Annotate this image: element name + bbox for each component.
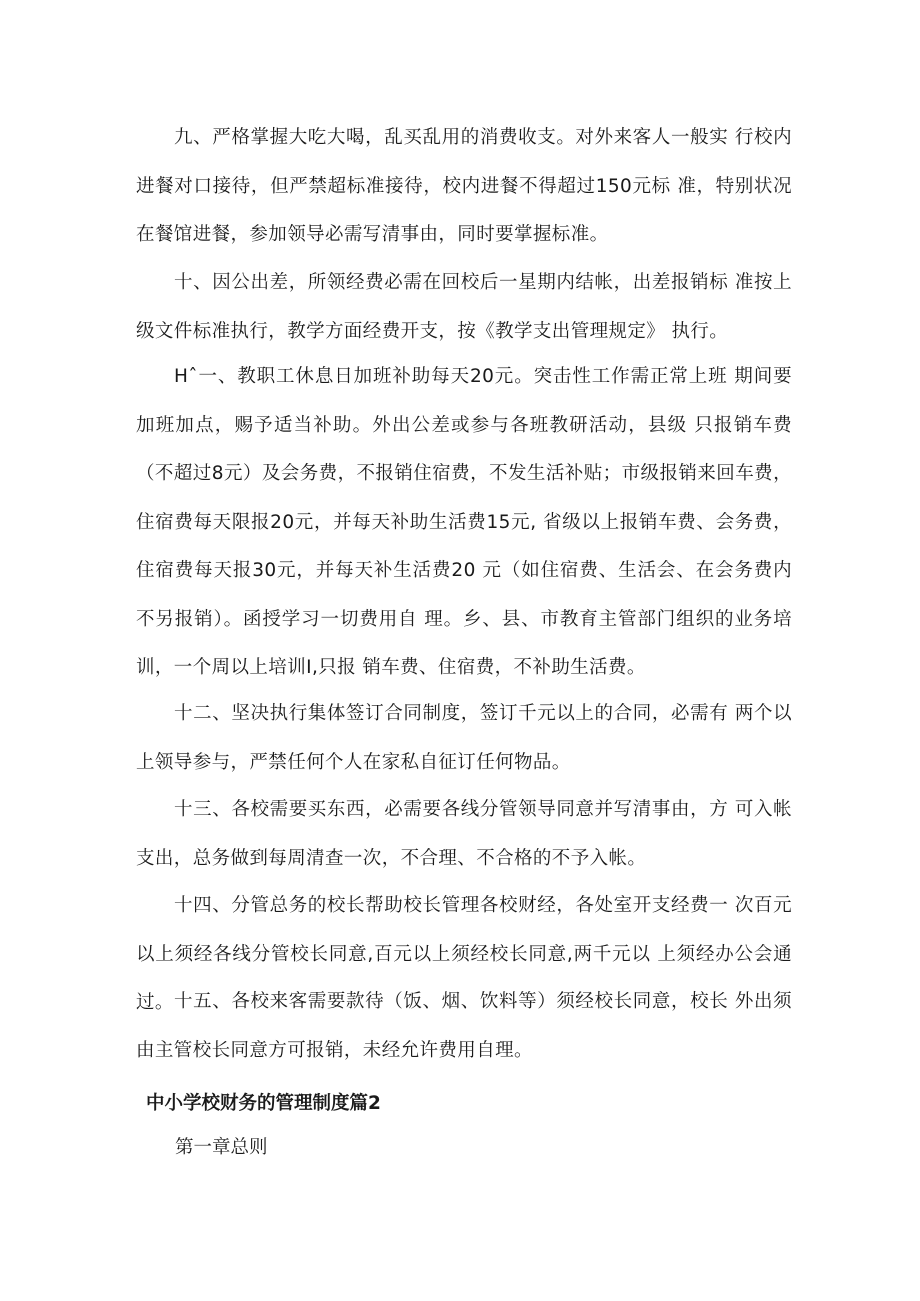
paragraph-item-9: 九、严格掌握大吃大喝，乱买乱用的消费收支。对外来客人一般实 行校内进餐对口接待，但严禁超标准接待，校内进餐不得超过150元标 准，特别状况在餐馆进餐，参加领导必需写清事由，同时要掌握标准。 — [136, 127, 792, 245]
paragraph-item-10: 十、因公出差，所领经费必需在回校后一星期内结帐，出差报销标 准按上级文件标准执行，教学方面经费开支，按《教学支出管理规定》 执行。 — [136, 272, 792, 342]
paragraph-item-14: 十四、分管总务的校长帮助校长管理各校财经，各处室开支经费一 次百元以上须经各线分管校长同意,百元以上须经校长同意,两千元以 上须经办公会通过。 — [136, 895, 792, 1013]
section-heading: 中小学校财务的管理制度篇2 — [146, 1093, 381, 1114]
paragraph-item-15: 十五、各校来客需要款待（饭、烟、饮料等）须经校长同意，校长 外出须由主管校长同意方可报销，未经允许费用自理。 — [136, 991, 792, 1061]
chapter-title: 第一章总则 — [175, 1137, 268, 1158]
paragraph-item-13: 十三、各校需要买东西，必需要各线分管领导同意并写清事由，方 可入帐支出，总务做到每周清查一次，不合理、不合格的不予入帐。 — [136, 799, 792, 869]
paragraph-item-12: 十二、坚决执行集体签订合同制度，签订千元以上的合同，必需有 两个以上领导参与，严禁任何个人在家私自征订任何物品。 — [136, 703, 792, 773]
paragraph-item-11: Hˆ一、教职工休息日加班补助每天20元。突击性工作需正常上班 期间要加班加点，赐予适当补助。外出公差或参与各班教研活动，县级 只报销车费（不超过8元）及会务费，不报销住宿费，不发生活补贴；市级报销来回车费，住宿费每天限报20元，并每天补助生活费15元, 省级以上报销车费、会务费，住宿费每天报30元，并每天补生活费20 元（如住宿费、生活会、在会务费内不另报销）。函授学习一切费用自 理。乡、县、市教育主管部门组织的业务培训，一个周以上培训I,只报 销车费、住宿费，不补助生活费。 — [136, 366, 792, 678]
